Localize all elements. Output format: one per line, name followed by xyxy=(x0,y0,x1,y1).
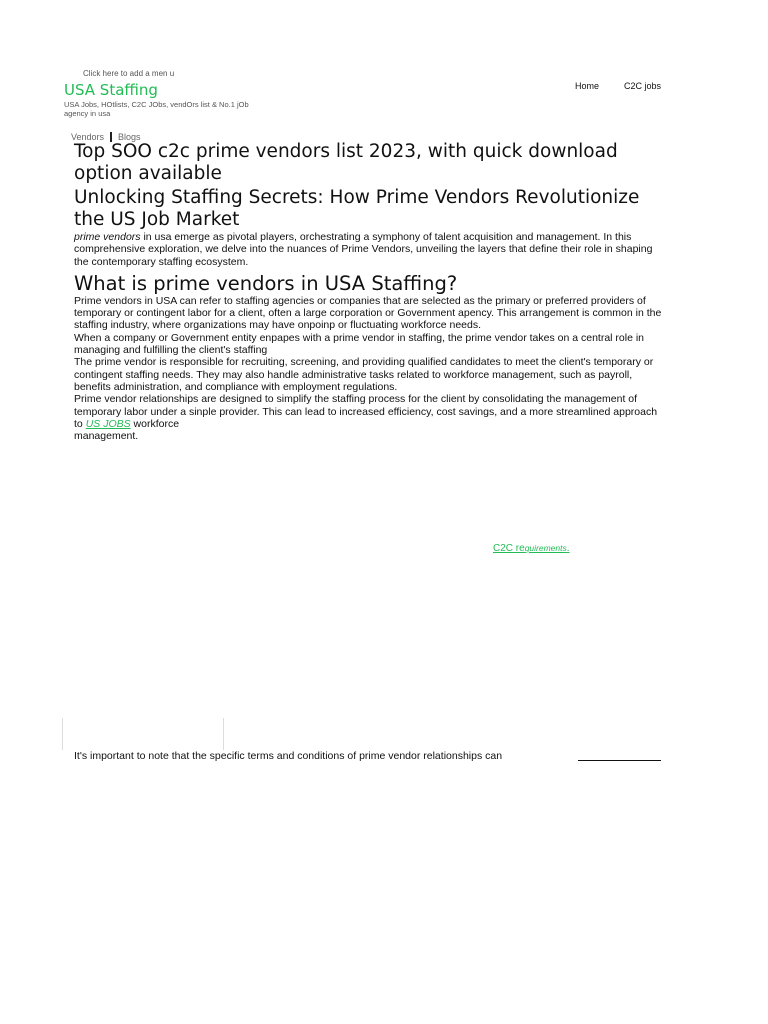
intro-text: in usa emerge as pivotal players, orchestrating a symphony of talent acquisition and management. In this comprehensive exploration, we delve into the nuances of Prime Vendors, unveiling the layers that define their role in shaping the contemporary staffing ecosystem. xyxy=(74,231,653,268)
site-title[interactable]: USA Staffing xyxy=(64,81,158,99)
intro-paragraph xyxy=(74,231,664,268)
c2c-req-part3: . xyxy=(566,543,570,554)
us-jobs-link[interactable]: US JOBS xyxy=(85,417,131,430)
nav-home-link[interactable]: Home xyxy=(575,81,600,91)
nav-c2c-jobs-link[interactable]: C2C jobs xyxy=(624,81,662,91)
footer-note: It's important to note that the specific terms and conditions of prime vendor relationships can xyxy=(74,750,503,762)
paragraph-4-text: Prime vendor relationships are designed to simplify the staffing process for the client by consolidating the management of temporary labor under a sinple provider. This can lead to increased efficiency, cost savings, and a more streamlined approach to xyxy=(74,393,658,430)
article-subtitle: Unlocking Staffing Secrets: How Prime Vendors Revolutionize the US Job Market xyxy=(74,187,640,230)
article-title: Top SOO c2c prime vendors list 2023, with quick download option available xyxy=(74,141,618,184)
c2c-requirements-link[interactable] xyxy=(493,543,570,554)
add-menu-hint[interactable]: Click here to add a men u xyxy=(83,69,175,78)
subnav-vendors-link[interactable]: Vendors xyxy=(71,132,105,142)
c2c-req-part2: quirements xyxy=(524,543,567,553)
intro-emphasis: prime vendors xyxy=(74,231,141,243)
paragraph-4 xyxy=(74,393,664,430)
paragraph-1: Prime vendors in USA can refer to staffing agencies or companies that are selected as the primary or preferred providers of temporary or contingent labor for a client, often a large corporation or Government apency. This arrangement is common in the staffing industry, where organizations may have onpoinp or fluctuating workforce needs. xyxy=(74,294,662,332)
empty-frame xyxy=(62,718,224,750)
paragraph-2: When a company or Government entity enpapes with a prime vendor in staffing, the prime vendor takes on a central role in managing and fulfilling the client's staffing xyxy=(74,331,645,357)
paragraph-4-end: workforce xyxy=(130,417,180,430)
divider-line xyxy=(578,760,661,761)
subnav-blogs-link[interactable]: Blogs xyxy=(118,132,141,142)
site-tagline: USA Jobs, HOtlists, C2C JObs, vendOrs list & No.1 jOb agency in usa xyxy=(64,100,249,118)
paragraph-3: The prime vendor is responsible for recruiting, screening, and providing qualified candidates to meet the client's temporary or contingent staffing needs. They may also handle administrative tasks related to workforce management, such as payroll, benefits administration, and compliance with employment regulations. xyxy=(74,356,654,393)
article-content xyxy=(74,141,664,442)
section-heading: What is prime vendors in USA Staffing? xyxy=(74,271,458,295)
paragraph-4-tail: management. xyxy=(74,430,139,443)
c2c-req-part1: C2C re xyxy=(493,543,525,554)
